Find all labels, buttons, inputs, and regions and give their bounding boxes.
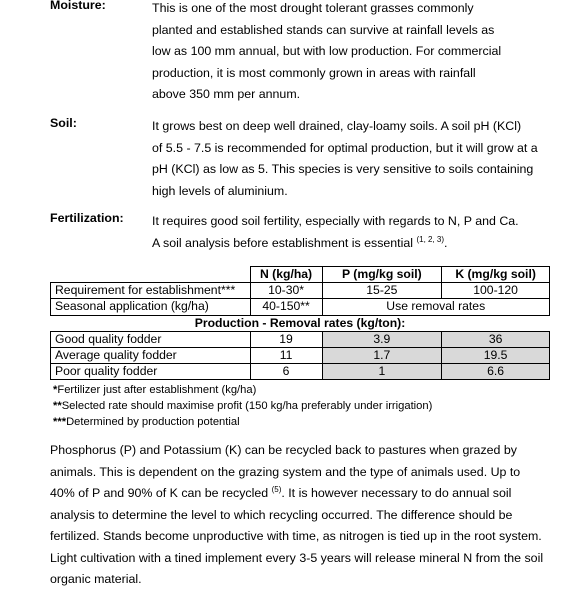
nutrient-table xyxy=(50,266,550,380)
table-row xyxy=(51,331,550,347)
cell-k: 6.6 xyxy=(442,364,550,380)
row-label: Good quality fodder xyxy=(51,331,251,347)
text-line: It requires good soil fertility, especially with regards to N, P and Ca. xyxy=(152,214,519,228)
soil-section xyxy=(50,116,563,202)
table-header-row xyxy=(51,267,550,283)
cell-n: 19 xyxy=(250,331,322,347)
table-footnotes xyxy=(53,382,432,430)
text-fragment: A soil analysis before establishment is essential xyxy=(152,235,417,250)
text-line: planted and established stands can survive at rainfall levels as xyxy=(152,22,495,37)
reference-superscript: (5) xyxy=(271,485,282,494)
footnote xyxy=(53,414,432,430)
reference-superscript: (1, 2, 3) xyxy=(416,234,445,244)
paragraph-text: . It is however necessary to do annual soil analysis to determine the level to which recycling occurred. The difference should be fertilized. Stands become unproductive with time, as nitrogen is tied up in the root system. Light cultivation with a tined implement every 3-5 years will release mineral N from the soil organic material. xyxy=(50,486,544,586)
cell-k: 19.5 xyxy=(442,347,550,363)
footnote-text: Determined by production potential xyxy=(66,416,240,428)
moisture-section xyxy=(50,0,563,106)
cell-n: 10-30* xyxy=(250,283,322,299)
fertilization-text xyxy=(152,211,563,254)
text-line: It grows best on deep well drained, clay-loamy soils. A soil pH (KCl) xyxy=(152,119,522,133)
header-p: P (mg/kg soil) xyxy=(322,267,442,283)
footnote-mark: *** xyxy=(53,416,67,428)
table-row xyxy=(51,347,550,363)
moisture-text xyxy=(152,0,563,106)
cell-n: 11 xyxy=(250,347,322,363)
text-line: above 350 mm per annum. xyxy=(152,87,301,101)
footnote xyxy=(53,398,432,414)
table-row xyxy=(51,283,550,299)
cell-pk: Use removal rates xyxy=(322,299,550,315)
cell-p: 15-25 xyxy=(322,283,442,299)
row-label: Average quality fodder xyxy=(51,347,251,363)
soil-label: Soil: xyxy=(50,116,77,130)
cell-p: 1 xyxy=(322,364,442,380)
table-row xyxy=(51,364,550,380)
text-line: This is one of the most drought tolerant grasses commonly xyxy=(152,1,474,15)
text-fragment: . xyxy=(444,235,448,250)
cell-n: 40-150** xyxy=(250,299,322,315)
footnote xyxy=(53,382,432,398)
cell-p: 3.9 xyxy=(322,331,442,347)
soil-text xyxy=(152,116,563,202)
footnote-mark: ** xyxy=(53,400,62,412)
text-line xyxy=(152,233,563,255)
header-k: K (mg/kg soil) xyxy=(442,267,550,283)
cell-k: 100-120 xyxy=(442,283,550,299)
fertilization-label: Fertilization: xyxy=(50,211,124,225)
moisture-label: Moisture: xyxy=(50,0,106,12)
fertilization-section xyxy=(50,211,563,254)
paragraph-text: Phosphorus (P) and Potassium (K) can be recycled back to pastures when grazed by animals. This is dependent on the grazing system and the type of animals used. Up to 40% of P and 90% of K can be recycled xyxy=(50,443,521,500)
cell-n: 6 xyxy=(250,364,322,380)
cell-k: 36 xyxy=(442,331,550,347)
row-label: Seasonal application (kg/ha) xyxy=(51,299,251,315)
row-label: Requirement for establishment*** xyxy=(51,283,251,299)
text-line: production, it is most commonly grown in areas with rainfall xyxy=(152,65,476,80)
production-heading: Production - Removal rates (kg/ton): xyxy=(51,315,550,331)
footnote-text: Fertilizer just after establishment (kg/ha) xyxy=(57,384,257,396)
footnote-text: Selected rate should maximise profit (150 kg/ha preferably under irrigation) xyxy=(61,400,433,412)
text-line: low as 100 mm annual, but with low production. For commercial xyxy=(152,44,502,58)
text-line: of 5.5 - 7.5 is recommended for optimal production, but it will grow at a xyxy=(152,140,538,155)
table-corner xyxy=(51,267,251,283)
production-heading-row xyxy=(51,315,550,331)
table-row xyxy=(51,299,550,315)
recycling-paragraph xyxy=(50,440,545,591)
text-line: high levels of aluminium. xyxy=(152,183,288,198)
header-n: N (kg/ha) xyxy=(250,267,322,283)
cell-p: 1.7 xyxy=(322,347,442,363)
footnote-mark: * xyxy=(53,384,58,396)
text-line: pH (KCl) as low as 5. This species is very sensitive to soils containing xyxy=(152,162,534,176)
row-label: Poor quality fodder xyxy=(51,364,251,380)
